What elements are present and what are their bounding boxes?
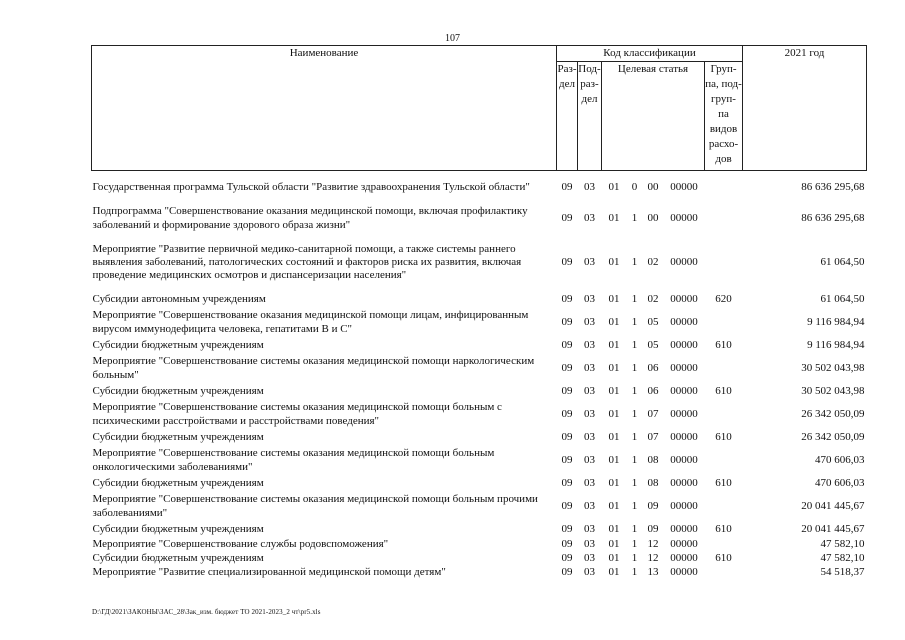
table-row — [92, 204, 867, 234]
row-target-program: 01 — [608, 255, 620, 268]
row-target-direction: 00000 — [670, 551, 698, 564]
table-row — [92, 292, 867, 308]
header-code-group: Код классификации — [557, 46, 743, 62]
row-target-type: 1 — [631, 361, 638, 374]
row-target-program: 01 — [608, 361, 620, 374]
file-path-footer: D:\ГД\2021\ЗАКОНЫ\ЗАС_28\Зак_изм. бюджет ТО 2021-2023_2 чт\pr5.xls — [92, 608, 321, 616]
row-target-subprogram: 07 — [647, 407, 659, 420]
row-target-direction: 00000 — [670, 407, 698, 420]
row-section: 09 — [561, 361, 573, 374]
row-expense-group: 620 — [715, 292, 732, 305]
row-name: Государственная программа Тульской области "Развитие здравоохранения Тульской области" — [92, 180, 530, 193]
page-number: 107 — [445, 33, 460, 44]
row-target-subprogram: 09 — [647, 499, 659, 512]
row-target-program: 01 — [608, 499, 620, 512]
row-section: 09 — [561, 338, 573, 351]
row-target-type: 1 — [631, 453, 638, 466]
row-target-program: 01 — [608, 453, 620, 466]
row-amount: 47 582,10 — [820, 551, 865, 564]
row-section: 09 — [561, 430, 573, 443]
row-expense-group: 610 — [715, 338, 732, 351]
row-target-direction: 00000 — [670, 255, 698, 268]
row-target-subprogram: 08 — [647, 476, 659, 489]
row-subsection: 03 — [584, 453, 595, 466]
header-target: Целевая статья — [602, 62, 705, 171]
row-amount: 9 116 984,94 — [807, 315, 865, 328]
row-target-type: 1 — [631, 384, 638, 397]
row-target-subprogram: 12 — [647, 551, 659, 564]
row-subsection: 03 — [584, 476, 595, 489]
row-target-subprogram: 12 — [647, 537, 659, 550]
row-target-type: 0 — [631, 180, 638, 193]
row-name: Субсидии бюджетным учреждениям — [92, 551, 264, 564]
row-target-subprogram: 06 — [647, 384, 659, 397]
header-expense-group: Груп- па, под- груп- па видов расхо- дов — [705, 62, 743, 171]
row-subsection: 03 — [584, 338, 595, 351]
row-subsection: 03 — [584, 499, 595, 512]
row-amount: 86 636 295,68 — [801, 211, 865, 224]
row-target-type: 1 — [631, 499, 638, 512]
row-target-type: 1 — [631, 211, 638, 224]
row-expense-group: 610 — [715, 551, 732, 564]
row-target-subprogram: 07 — [647, 430, 659, 443]
row-name: Мероприятие "Развитие специализированной медицинской помощи детям" — [92, 565, 446, 578]
row-target-direction: 00000 — [670, 384, 698, 397]
row-amount: 54 518,37 — [820, 565, 865, 578]
row-name: Мероприятие "Совершенствование оказания медицинской помощи лицам, инфицированным вирусом иммунодефицита человека, гепатитами В и С" — [92, 309, 529, 335]
row-section: 09 — [561, 565, 573, 578]
row-target-direction: 00000 — [670, 453, 698, 466]
row-subsection: 03 — [584, 551, 595, 564]
row-target-subprogram: 00 — [647, 211, 659, 224]
row-expense-group: 610 — [715, 430, 732, 443]
row-target-program: 01 — [608, 537, 620, 550]
row-amount: 47 582,10 — [820, 537, 865, 550]
row-name: Субсидии бюджетным учреждениям — [92, 338, 264, 351]
row-target-program: 01 — [608, 315, 620, 328]
row-amount: 470 606,03 — [815, 453, 865, 466]
row-target-direction: 00000 — [670, 499, 698, 512]
row-section: 09 — [561, 522, 573, 535]
row-name: Субсидии бюджетным учреждениям — [92, 476, 264, 489]
row-target-program: 01 — [608, 522, 620, 535]
row-target-direction: 00000 — [670, 180, 698, 193]
row-target-direction: 00000 — [670, 361, 698, 374]
row-target-program: 01 — [608, 384, 620, 397]
row-target-type: 1 — [631, 551, 638, 564]
row-name: Субсидии автономным учреждениям — [92, 292, 266, 305]
row-section: 09 — [561, 180, 573, 193]
row-subsection: 03 — [584, 211, 595, 224]
row-expense-group: 610 — [715, 384, 732, 397]
row-target-direction: 00000 — [670, 430, 698, 443]
row-amount: 9 116 984,94 — [807, 338, 865, 351]
row-target-direction: 00000 — [670, 522, 698, 535]
header-section: Раз- дел — [557, 62, 578, 171]
row-expense-group — [705, 354, 743, 384]
row-section: 09 — [561, 384, 573, 397]
row-target-direction: 00000 — [670, 537, 698, 550]
row-expense-group — [705, 492, 743, 522]
row-expense-group: 610 — [715, 476, 732, 489]
row-name: Мероприятие "Совершенствование системы оказания медицинской помощи больным с психическими расстройствами и расстройствами поведения" — [92, 401, 502, 427]
row-target-subprogram: 08 — [647, 453, 659, 466]
row-expense-group — [705, 308, 743, 338]
row-target-program: 01 — [608, 407, 620, 420]
table-row — [92, 492, 867, 522]
row-name: Подпрограмма "Совершенствование оказания медицинской помощи, включая профилактику заболеваний и формирование здорового образа жизни" — [92, 205, 528, 231]
table-row — [92, 384, 867, 400]
row-expense-group — [705, 400, 743, 430]
row-target-program: 01 — [608, 211, 620, 224]
row-target-type: 1 — [631, 315, 638, 328]
row-section: 09 — [561, 453, 573, 466]
row-target-direction: 00000 — [670, 211, 698, 224]
row-section: 09 — [561, 211, 573, 224]
row-section: 09 — [561, 255, 573, 268]
row-amount: 20 041 445,67 — [801, 522, 865, 535]
row-subsection: 03 — [584, 522, 595, 535]
row-expense-group — [705, 566, 743, 580]
table-body — [92, 171, 867, 580]
row-name: Субсидии бюджетным учреждениям — [92, 522, 264, 535]
row-subsection: 03 — [584, 407, 595, 420]
row-section: 09 — [561, 407, 573, 420]
row-subsection: 03 — [584, 537, 595, 550]
row-section: 09 — [561, 499, 573, 512]
row-target-subprogram: 13 — [647, 565, 659, 578]
row-amount: 61 064,50 — [820, 255, 865, 268]
row-target-program: 01 — [608, 565, 620, 578]
row-subsection: 03 — [584, 565, 595, 578]
row-target-direction: 00000 — [670, 292, 698, 305]
row-subsection: 03 — [584, 384, 595, 397]
row-target-subprogram: 05 — [647, 315, 659, 328]
row-target-type: 1 — [631, 407, 638, 420]
row-target-subprogram: 09 — [647, 522, 659, 535]
row-target-type: 1 — [631, 565, 638, 578]
row-target-direction: 00000 — [670, 338, 698, 351]
row-name: Субсидии бюджетным учреждениям — [92, 384, 264, 397]
row-target-direction: 00000 — [670, 315, 698, 328]
row-amount: 30 502 043,98 — [801, 361, 865, 374]
row-target-type: 1 — [631, 430, 638, 443]
table-row — [92, 171, 867, 204]
row-target-subprogram: 06 — [647, 361, 659, 374]
row-amount: 470 606,03 — [815, 476, 865, 489]
table-row — [92, 476, 867, 492]
row-subsection: 03 — [584, 361, 595, 374]
row-name: Мероприятие "Развитие первичной медико-санитарной помощи, а также системы раннего выявления заболеваний, патологических состояний и факторов риска их развития, включая проведение медицинских осмотров и диспансеризации населения" — [92, 242, 522, 282]
row-expense-group — [705, 234, 743, 292]
row-target-program: 01 — [608, 476, 620, 489]
row-section: 09 — [561, 292, 573, 305]
row-target-direction: 00000 — [670, 565, 698, 578]
row-target-direction: 00000 — [670, 476, 698, 489]
row-subsection: 03 — [584, 315, 595, 328]
row-target-type: 1 — [631, 476, 638, 489]
row-target-program: 01 — [608, 551, 620, 564]
row-target-subprogram: 00 — [647, 180, 659, 193]
row-expense-group — [705, 171, 743, 204]
row-subsection: 03 — [584, 180, 595, 193]
table-row — [92, 552, 867, 566]
row-section: 09 — [561, 476, 573, 489]
table-row — [92, 400, 867, 430]
row-section: 09 — [561, 551, 573, 564]
row-target-program: 01 — [608, 338, 620, 351]
row-target-subprogram: 02 — [647, 255, 659, 268]
table-row — [92, 338, 867, 354]
row-target-subprogram: 05 — [647, 338, 659, 351]
row-target-type: 1 — [631, 522, 638, 535]
row-name: Мероприятие "Совершенствование системы оказания медицинской помощи наркологическим больным" — [92, 355, 535, 381]
row-expense-group — [705, 538, 743, 552]
row-target-type: 1 — [631, 338, 638, 351]
row-subsection: 03 — [584, 292, 595, 305]
row-target-type: 1 — [631, 255, 638, 268]
header-subsection: Под- раз- дел — [578, 62, 602, 171]
row-expense-group — [705, 446, 743, 476]
table-row — [92, 446, 867, 476]
row-section: 09 — [561, 315, 573, 328]
table-row — [92, 234, 867, 292]
row-amount: 26 342 050,09 — [801, 430, 865, 443]
row-expense-group — [705, 204, 743, 234]
row-target-program: 01 — [608, 292, 620, 305]
row-amount: 26 342 050,09 — [801, 407, 865, 420]
row-target-program: 01 — [608, 180, 620, 193]
row-name: Мероприятие "Совершенствование службы родовспоможения" — [92, 537, 389, 550]
row-section: 09 — [561, 537, 573, 550]
row-name: Мероприятие "Совершенствование системы оказания медицинской помощи больным прочими заболеваниями" — [92, 493, 538, 519]
row-amount: 30 502 043,98 — [801, 384, 865, 397]
header-year: 2021 год — [743, 46, 867, 171]
row-amount: 61 064,50 — [820, 292, 865, 305]
budget-table — [91, 45, 867, 580]
row-target-program: 01 — [608, 430, 620, 443]
table-row — [92, 354, 867, 384]
row-amount: 86 636 295,68 — [801, 180, 865, 193]
row-expense-group: 610 — [715, 522, 732, 535]
row-amount: 20 041 445,67 — [801, 499, 865, 512]
row-name: Мероприятие "Совершенствование системы оказания медицинской помощи больным онкологическими заболеваниями" — [92, 447, 495, 473]
table-row — [92, 538, 867, 552]
table-header — [92, 46, 867, 171]
row-name: Субсидии бюджетным учреждениям — [92, 430, 264, 443]
header-name: Наименование — [92, 46, 557, 171]
table-row — [92, 566, 867, 580]
row-target-type: 1 — [631, 292, 638, 305]
table-row — [92, 522, 867, 538]
row-subsection: 03 — [584, 255, 595, 268]
table-row — [92, 430, 867, 446]
row-target-subprogram: 02 — [647, 292, 659, 305]
row-subsection: 03 — [584, 430, 595, 443]
table-row — [92, 308, 867, 338]
row-target-type: 1 — [631, 537, 638, 550]
